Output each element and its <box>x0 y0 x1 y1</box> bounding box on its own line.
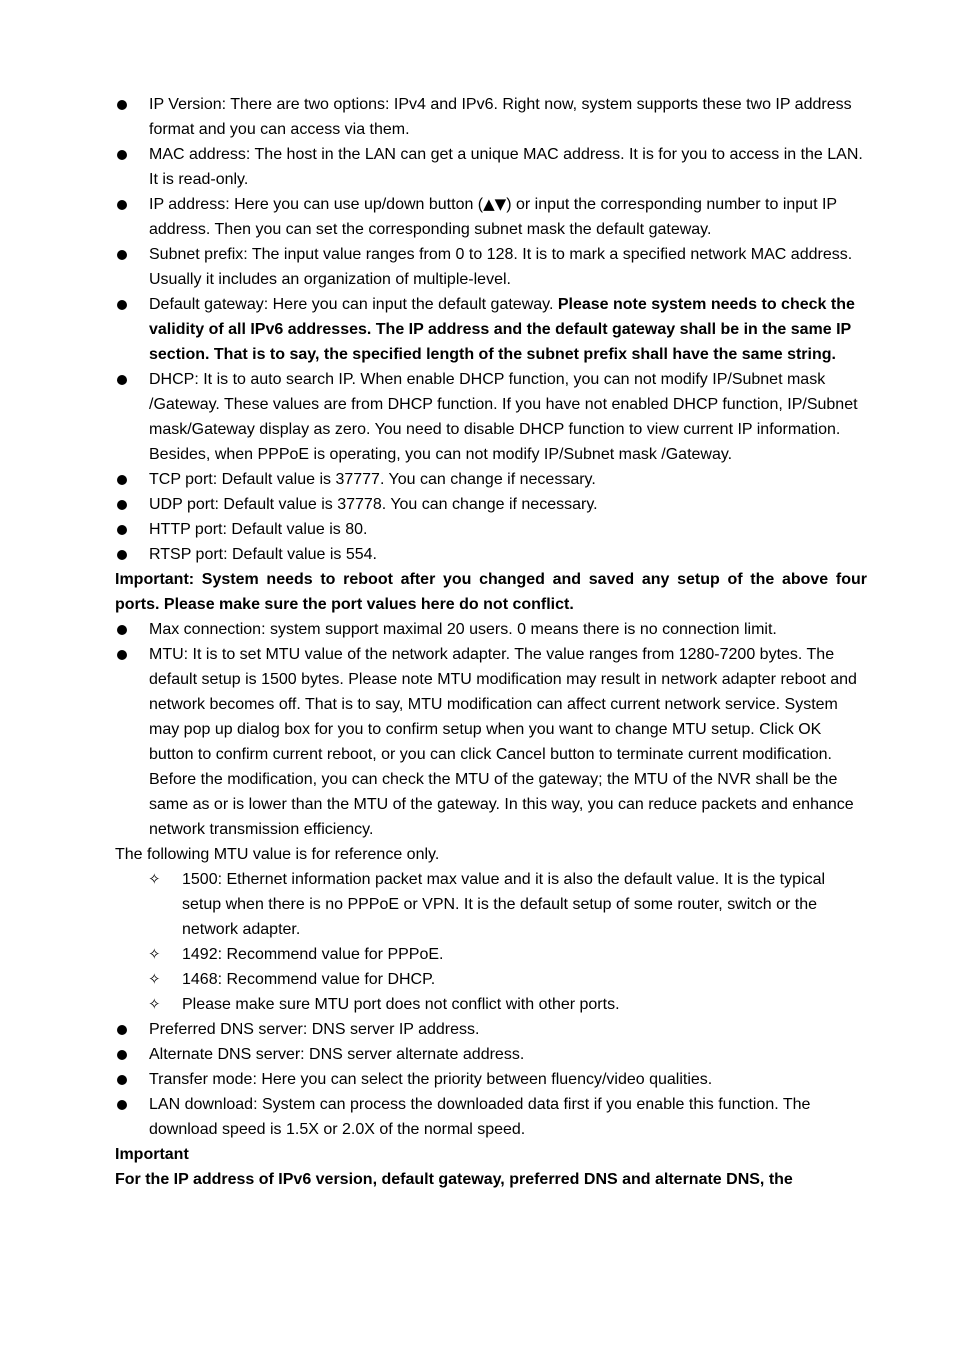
diamond-bullet-icon: ✧ <box>148 945 161 963</box>
important-heading: Important <box>115 1146 189 1163</box>
document-page <box>115 92 867 1192</box>
mtu-value-1468: ✧ 1468: Recommend value for DHCP. <box>115 967 867 992</box>
bullet-rtsp-port: RTSP port: Default value is 554. <box>115 542 867 567</box>
diamond-bullet-icon: ✧ <box>148 995 161 1013</box>
bullet-mtu: MTU: It is to set MTU value of the network adapter. The value ranges from 1280-7200 bytes. The default setup is 1500 bytes. Please note MTU modification may result in network adapter reboot and network becomes off. That is to say, MTU modification can affect current network service. System may pop up dialog box for you to confirm setup when you want to change MTU setup. Click OK button to confirm current reboot, or you can click Cancel button to terminate current modification. Before the modification, you can check the MTU of the gateway; the MTU of the NVR shall be the same as or is lower than the MTU of the gateway. In this way, you can reduce packets and enhance network transmission efficiency. <box>115 642 867 842</box>
bullet-max-connection: Max connection: system support maximal 20 users. 0 means there is no connection limit. <box>115 617 867 642</box>
bullet-subnet-prefix: Subnet prefix: The input value ranges from 0 to 128. It is to mark a specified network MAC address. Usually it includes an organization of multiple-level. <box>115 242 867 292</box>
bullet-dot-icon <box>117 1050 127 1060</box>
gateway-note: Please note system needs to check the validity of all IPv6 addresses. The IP address and the default gateway shall be in the same IP section. That is to say, the specified length of the subnet prefix shall have the same string. <box>149 296 855 363</box>
mtu-reference-intro: The following MTU value is for reference only. <box>115 846 440 863</box>
mtu-value-1492: ✧ 1492: Recommend value for PPPoE. <box>115 942 867 967</box>
up-down-arrow-icon: ▲▼ <box>483 195 507 213</box>
bullet-lan-download: LAN download: System can process the downloaded data first if you enable this function. The download speed is 1.5X or 2.0X of the normal speed. <box>115 1092 867 1142</box>
mtu-port-conflict-note: ✧ Please make sure MTU port does not conflict with other ports. <box>115 992 867 1017</box>
bullet-dot-icon <box>117 650 127 660</box>
bullet-default-gateway: Default gateway: Here you can input the default gateway. Please note system needs to check the validity of all IPv6 addresses. The IP address and the default gateway shall be in the same IP section. That is to say, the specified length of the subnet prefix shall have the same string. <box>115 292 867 367</box>
important-ports-note: Important: System needs to reboot after you changed and saved any setup of the above four ports. Please make sure the port values here do not conflict. <box>115 571 867 613</box>
bullet-alternate-dns: Alternate DNS server: DNS server alternate address. <box>115 1042 867 1067</box>
bullet-dot-icon <box>117 100 127 110</box>
bullet-dot-icon <box>117 625 127 635</box>
bullet-preferred-dns: Preferred DNS server: DNS server IP address. <box>115 1017 867 1042</box>
diamond-bullet-icon: ✧ <box>148 970 161 988</box>
bullet-dot-icon <box>117 525 127 535</box>
mtu-value-1500: ✧ 1500: Ethernet information packet max value and it is also the default value. It is the typical setup when there is no PPPoE or VPN. It is the default setup of some router, switch or the network adapter. <box>115 867 867 942</box>
important-ipv6-note: For the IP address of IPv6 version, default gateway, preferred DNS and alternate DNS, the <box>115 1171 793 1188</box>
bullet-tcp-port: TCP port: Default value is 37777. You can change if necessary. <box>115 467 867 492</box>
bullet-mac-address: MAC address: The host in the LAN can get a unique MAC address. It is for you to access in the LAN. It is read-only. <box>115 142 867 192</box>
bullet-dhcp: DHCP: It is to auto search IP. When enable DHCP function, you can not modify IP/Subnet mask /Gateway. These values are from DHCP function. If you have not enabled DHCP function, IP/Subnet mask/Gateway display as zero. You need to disable DHCP function to view current IP information. Besides, when PPPoE is operating, you can not modify IP/Subnet mask /Gateway. <box>115 367 867 467</box>
bullet-dot-icon <box>117 300 127 310</box>
diamond-bullet-icon: ✧ <box>148 870 161 888</box>
bullet-ip-address: IP address: Here you can use up/down button (▲▼) or input the corresponding number to input IP address. Then you can set the corresponding subnet mask the default gateway. <box>115 192 867 242</box>
bullet-dot-icon <box>117 500 127 510</box>
bullet-http-port: HTTP port: Default value is 80. <box>115 517 867 542</box>
bullet-dot-icon <box>117 1025 127 1035</box>
bullet-dot-icon <box>117 1100 127 1110</box>
bullet-transfer-mode: Transfer mode: Here you can select the priority between fluency/video qualities. <box>115 1067 867 1092</box>
bullet-dot-icon <box>117 550 127 560</box>
bullet-dot-icon <box>117 1075 127 1085</box>
bullet-dot-icon <box>117 250 127 260</box>
bullet-dot-icon <box>117 375 127 385</box>
bullet-dot-icon <box>117 475 127 485</box>
bullet-ip-version: IP Version: There are two options: IPv4 and IPv6. Right now, system supports these two IP address format and you can access via them. <box>115 92 867 142</box>
bullet-dot-icon <box>117 150 127 160</box>
bullet-udp-port: UDP port: Default value is 37778. You can change if necessary. <box>115 492 867 517</box>
bullet-dot-icon <box>117 200 127 210</box>
